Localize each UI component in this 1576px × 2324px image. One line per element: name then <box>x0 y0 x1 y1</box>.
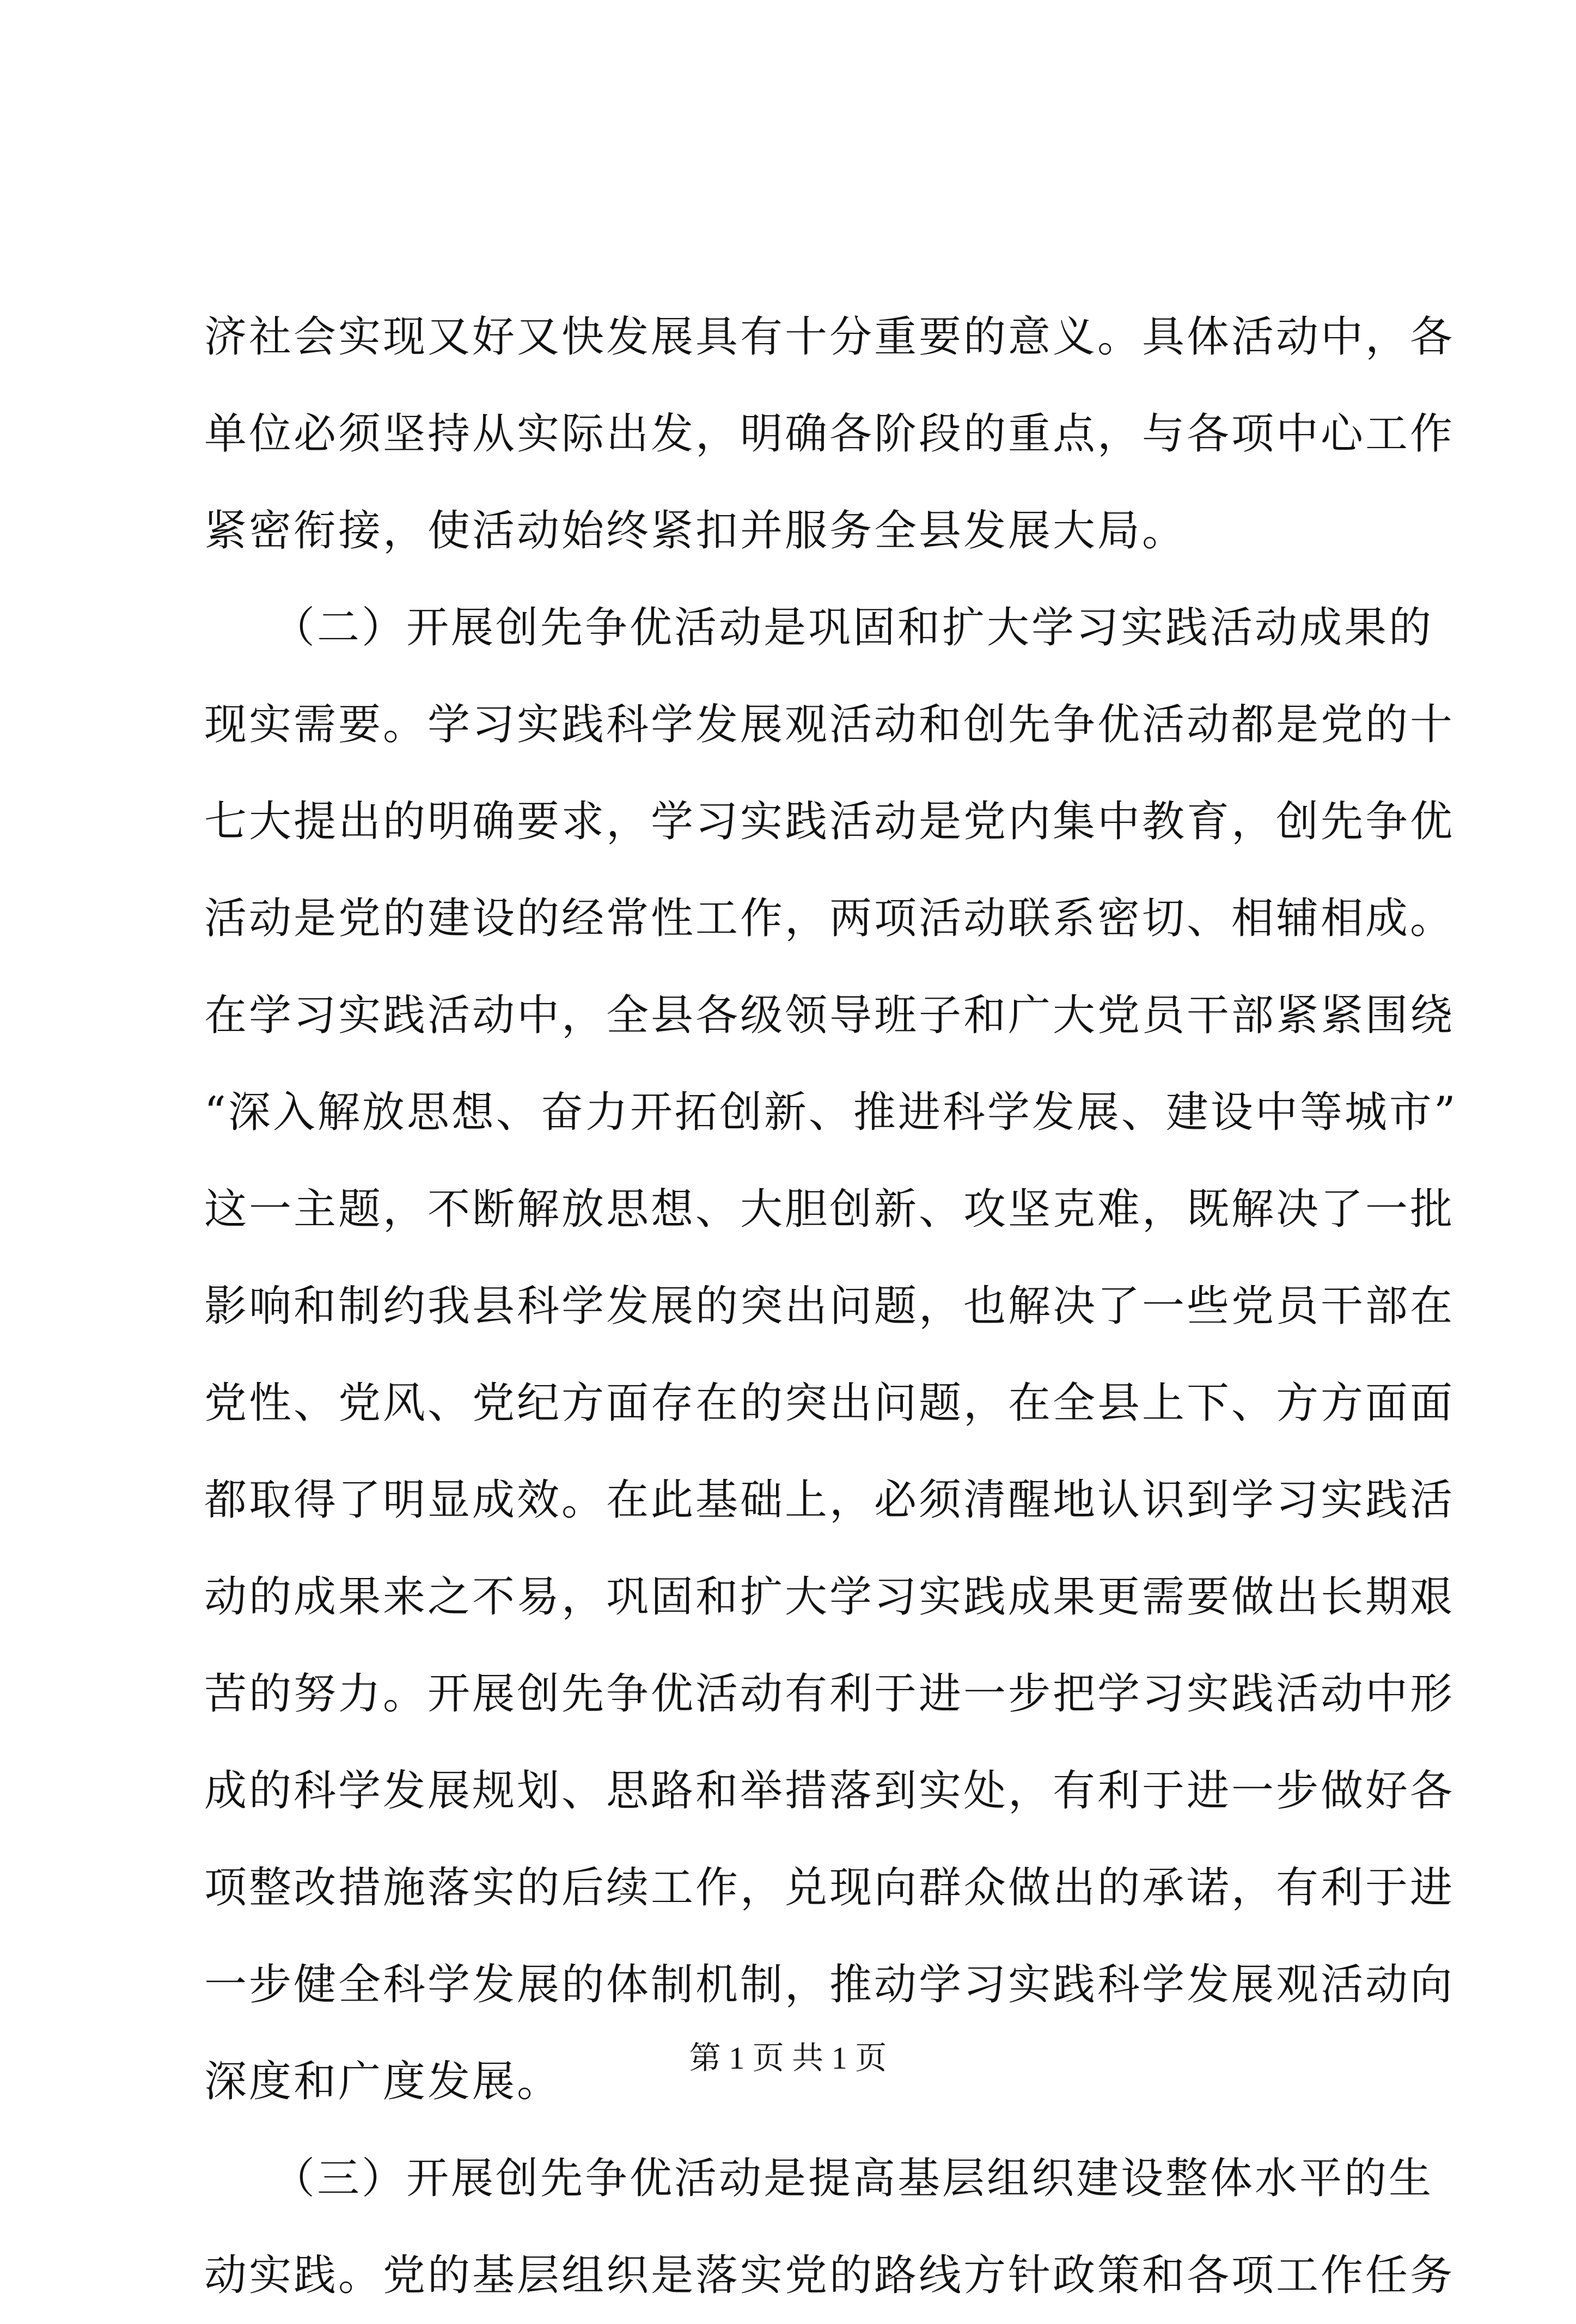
text-line: 动实践。党的基层组织是落实党的路线方针政策和各项工作任务 <box>204 2251 1455 2300</box>
body-text <box>204 289 1458 2324</box>
text-line: 党性、党风、党纪方面存在的突出问题，在全县上下、方方面面 <box>204 1379 1455 1428</box>
page-number-footer: 第 1 页 共 1 页 <box>689 2040 887 2076</box>
text-line: 苦的努力。开展创先争优活动有利于进一步把学习实践活动中形 <box>204 1669 1455 1718</box>
text-line: 一步健全科学发展的体制机制，推动学习实践科学发展观活动向 <box>204 1960 1455 2009</box>
text-line: 七大提出的明确要求，学习实践活动是党内集中教育，创先争优 <box>204 797 1455 846</box>
text-line: 活动是党的建设的经常性工作，两项活动联系密切、相辅相成。 <box>204 894 1455 943</box>
text-line: 都取得了明显成效。在此基础上，必须清醒地认识到学习实践活 <box>204 1476 1455 1525</box>
text-line: 成的科学发展规划、思路和举措落到实处，有利于进一步做好各 <box>204 1766 1455 1815</box>
text-line: （三）开展创先争优活动是提高基层组织建设整体水平的生 <box>204 2154 1434 2203</box>
text-line: 动的成果来之不易，巩固和扩大学习实践成果更需要做出长期艰 <box>204 1573 1455 1622</box>
text-line: 济社会实现又好又快发展具有十分重要的意义。具体活动中，各 <box>204 313 1455 362</box>
text-line: 现实需要。学习实践科学发展观活动和创先争优活动都是党的十 <box>204 700 1455 749</box>
text-line: 影响和制约我县科学发展的突出问题，也解决了一些党员干部在 <box>204 1282 1455 1331</box>
text-line: 在学习实践活动中，全县各级领导班子和广大党员干部紧紧围绕 <box>204 991 1455 1040</box>
text-line: 深度和广度发展。 <box>204 2057 562 2106</box>
text-line: 单位必须坚持从实际出发，明确各阶段的重点，与各项中心工作 <box>204 409 1455 458</box>
text-line: 紧密衔接，使活动始终紧扣并服务全县发展大局。 <box>204 506 1187 555</box>
text-line: 这一主题，不断解放思想、大胆创新、攻坚克难，既解决了一批 <box>204 1185 1455 1234</box>
text-line: “深入解放思想、奋力开拓创新、推进科学发展、建设中等城市” <box>204 1088 1458 1137</box>
text-line: （二）开展创先争优活动是巩固和扩大学习实践活动成果的 <box>204 603 1434 652</box>
text-line: 项整改措施落实的后续工作，兑现向群众做出的承诺，有利于进 <box>204 1863 1455 1912</box>
